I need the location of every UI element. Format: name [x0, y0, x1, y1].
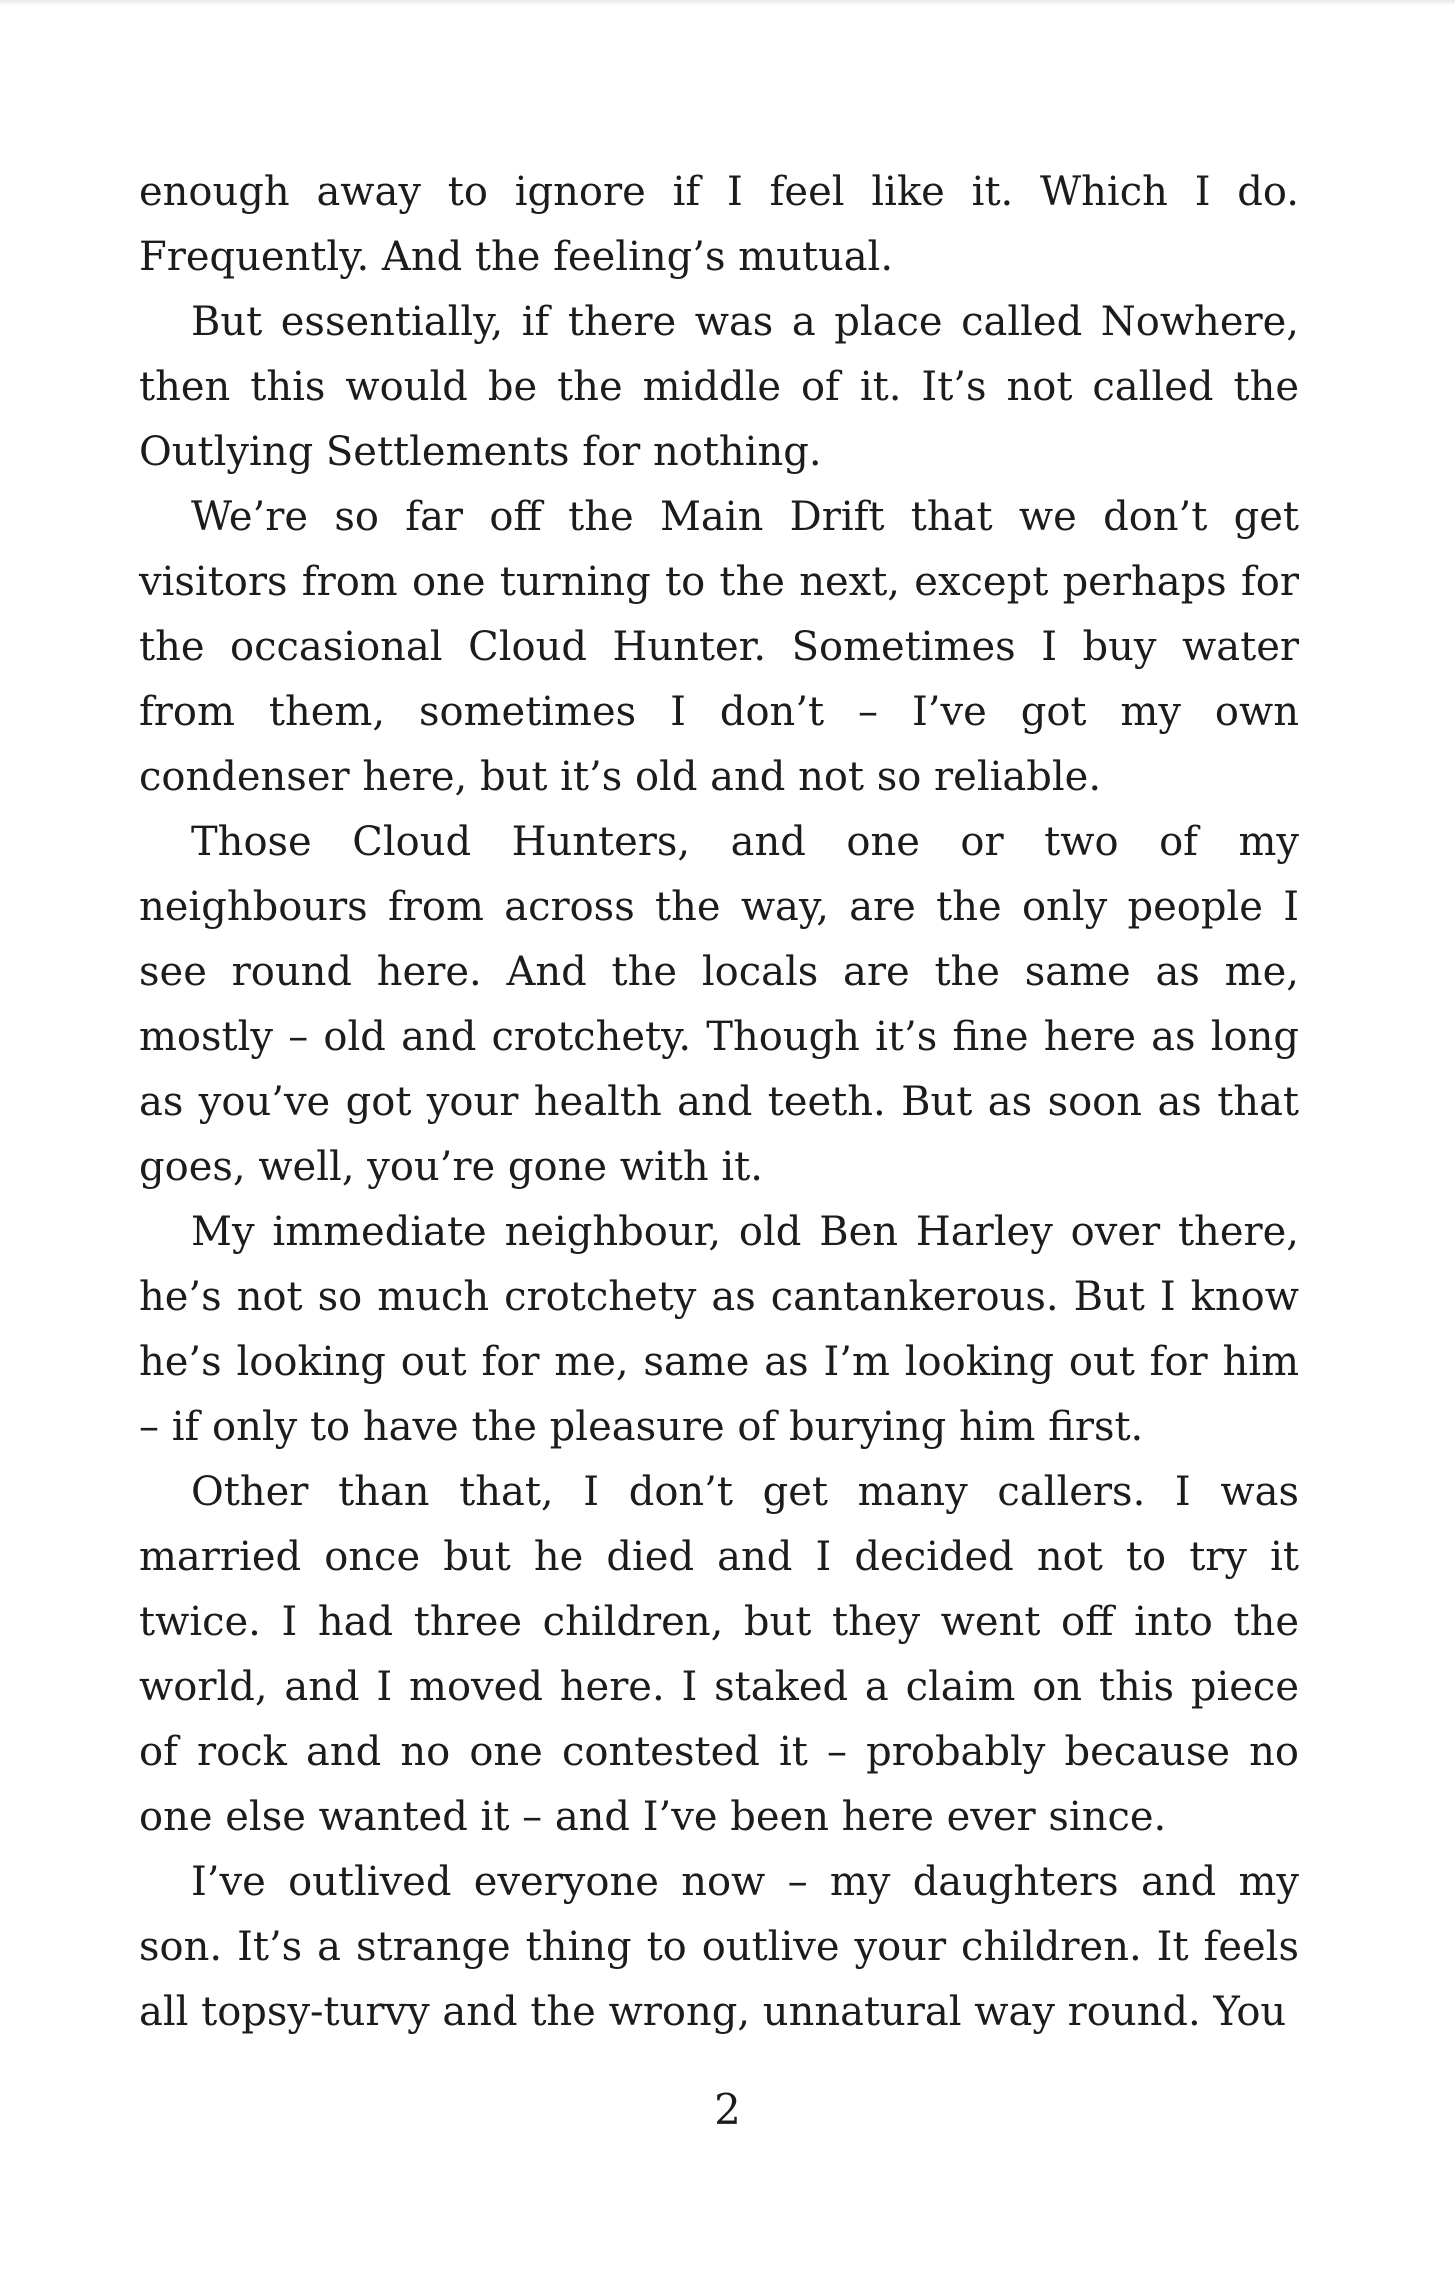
page-number: 2 — [714, 2085, 741, 2134]
scan-edge-shadow — [0, 0, 1455, 6]
paragraph-1: enough away to ignore if I feel like it. Which I do. Frequently. And the feeling’s mutual. — [139, 169, 1299, 280]
paragraph-5: My immediate neighbour, old Ben Harley over there, he’s not so much crotchety as cantankerous. But I know he’s looking out for me, same as I’m looking out for him – if only to have the pleasure of burying him first. — [139, 1209, 1299, 1450]
paragraph-6: Other than that, I don’t get many callers. I was married once but he died and I decided not to try it twice. I had three children, but they went off into the world, and I moved here. I staked a claim on this piece of rock and no one contested it – probably because no one else wanted it – and I’ve been here ever since. — [139, 1469, 1299, 1840]
paragraph-4: Those Cloud Hunters, and one or two of my neighbours from across the way, are the only people I see round here. And the locals are the same as me, mostly – old and crotchety. Though it’s fine here as long as you’ve got your health and teeth. But as soon as that goes, well, you’re gone with it. — [139, 819, 1299, 1190]
paragraph-3: We’re so far off the Main Drift that we don’t get visitors from one turning to the next, except perhaps for the occasional Cloud Hunter. Sometimes I buy water from them, sometimes I don’t – I’ve got my own condenser here, but it’s old and not so reliable. — [139, 494, 1299, 800]
paragraph-7: I’ve outlived everyone now – my daughters and my son. It’s a strange thing to outlive your children. It feels all topsy-turvy and the wrong, unnatural way round. You — [139, 1859, 1299, 2035]
body-text — [139, 160, 1299, 2045]
paragraph-2: But essentially, if there was a place called Nowhere, then this would be the middle of it. It’s not called the Outlying Settlements for nothing. — [139, 299, 1299, 475]
